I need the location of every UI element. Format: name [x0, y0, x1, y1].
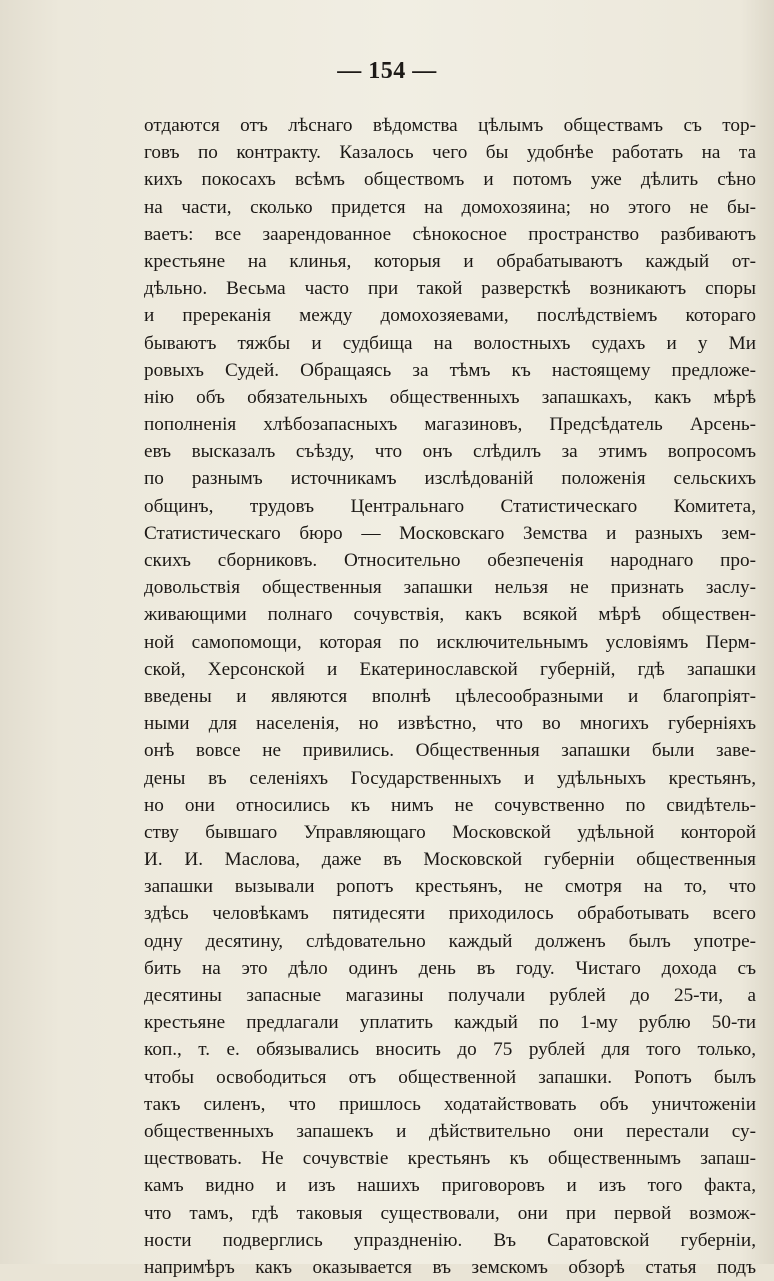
- text-line: бить на это дѣло одинъ день въ году. Чистаго дохода съ: [144, 957, 756, 979]
- text-line: что тамъ, гдѣ таковыя существовали, они при первой возмож-: [144, 1202, 756, 1224]
- text-line: ской, Херсонской и Екатеринославской губерній, гдѣ запашки: [144, 658, 756, 680]
- text-line: камъ видно и изъ нашихъ приговоровъ и изъ того факта,: [144, 1175, 756, 1197]
- text-line: отдаются отъ лѣснаго вѣдомства цѣлымъ обществамъ съ тор-: [144, 115, 756, 136]
- text-line: онѣ вовсе не привились. Общественныя запашки были заве-: [144, 740, 756, 762]
- text-line: И. И. Маслова, даже въ Московской губерніи общественныя: [144, 849, 756, 871]
- text-line: ществовать. Не сочувствіе крестьянъ къ общественнымъ запаш-: [144, 1148, 756, 1170]
- text-line: скихъ сборниковъ. Относительно обезпеченія народнаго про-: [144, 550, 756, 571]
- text-line: ству бывшаго Управляющаго Московской удѣльной конторой: [144, 821, 756, 843]
- text-line: одну десятину, слѣдовательно каждый долженъ былъ употре-: [144, 930, 756, 952]
- text-line: введены и являются вполнѣ цѣлесообразными и благопріят-: [144, 685, 756, 707]
- text-line: напримѣръ какъ оказывается въ земскомъ обзорѣ статья подъ: [144, 1256, 756, 1278]
- text-line: пополненія хлѣбозапасныхъ магазиновъ, Предсѣдатель Арсень-: [144, 414, 756, 436]
- text-line: такъ силенъ, что пришлось ходатайствовать объ уничтоженіи: [144, 1093, 756, 1115]
- text-line: довольствія общественныя запашки нельзя не признать заслу-: [144, 577, 756, 599]
- body-text: [144, 112, 756, 1281]
- text-line: на части, сколько придется на домохозяина; но этого не бы-: [144, 196, 756, 218]
- text-line: запашки вызывали ропотъ крестьянъ, не смотря на то, что: [144, 876, 756, 898]
- text-line: Статистическаго бюро — Московскаго Земства и разныхъ зем-: [144, 522, 756, 544]
- text-line: но они относились къ нимъ не сочувственно по свидѣтель-: [144, 794, 756, 816]
- text-line: евъ высказалъ съѣзду, что онъ слѣдилъ за этимъ вопросомъ: [144, 441, 756, 463]
- text-line: ными для населенія, но извѣстно, что во многихъ губерніяхъ: [144, 713, 756, 735]
- page-number: — 154 —: [337, 58, 437, 84]
- text-line: ности подверглись упраздненію. Въ Саратовской губерніи,: [144, 1229, 756, 1251]
- text-line: по разнымъ источникамъ изслѣдованій положенія сельскихъ: [144, 468, 756, 490]
- text-line: дены въ селеніяхъ Государственныхъ и удѣльныхъ крестьянъ,: [144, 767, 756, 789]
- text-line: ной самопомощи, которая по исключительнымъ условіямъ Перм-: [144, 631, 756, 653]
- text-line: ваетъ: все заарендованное сѣнокосное пространство разбиваютъ: [144, 223, 756, 245]
- text-line: десятины запасные магазины получали рублей до 25-ти, а: [144, 985, 756, 1006]
- text-line: здѣсь человѣкамъ пятидесяти приходилось обработывать всего: [144, 903, 756, 925]
- text-line: крестьяне на клинья, которыя и обрабатываютъ каждый от-: [144, 250, 756, 272]
- text-line: коп., т. е. обязывались вносить до 75 рублей для того только,: [144, 1039, 756, 1061]
- text-line: крестьяне предлагали уплатить каждый по 1-му рублю 50-ти: [144, 1012, 756, 1034]
- text-line: дѣльно. Весьма часто при такой разверсткѣ возникаютъ споры: [144, 278, 756, 300]
- text-line: общинъ, трудовъ Центральнаго Статистическаго Комитета,: [144, 495, 756, 517]
- text-line: нію объ обязательныхъ общественныхъ запашкахъ, какъ мѣрѣ: [144, 386, 756, 408]
- text-line: кихъ покосахъ всѣмъ обществомъ и потомъ уже дѣлить сѣно: [144, 169, 756, 191]
- text-line: и пререканія между домохозяевами, послѣдствіемъ котораго: [144, 305, 756, 327]
- text-line: ровыхъ Судей. Обращаясь за тѣмъ къ настоящему предложе-: [144, 359, 756, 381]
- text-line: чтобы освободиться отъ общественной запашки. Ропотъ былъ: [144, 1066, 756, 1088]
- text-line: живающими полнаго сочувствія, какъ всякой мѣрѣ обществен-: [144, 604, 756, 626]
- text-line: общественныхъ запашекъ и дѣйствительно они перестали су-: [144, 1120, 756, 1142]
- text-line: бываютъ тяжбы и судбища на волостныхъ судахъ и у Ми: [144, 332, 756, 354]
- text-line: говъ по контракту. Казалось чего бы удобнѣе работать на та: [144, 142, 756, 164]
